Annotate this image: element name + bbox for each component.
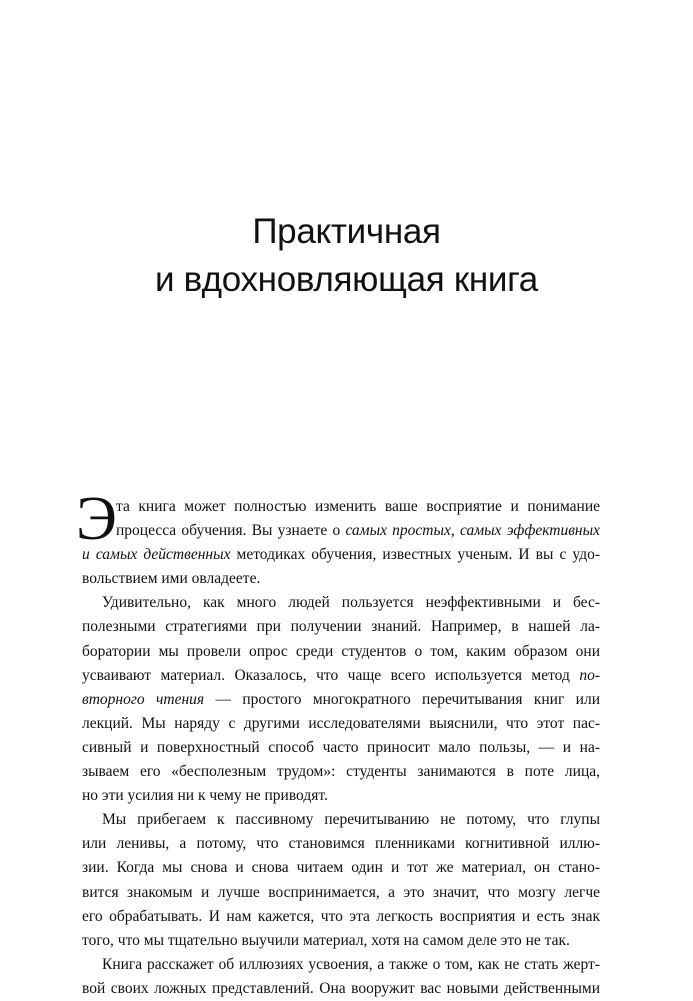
text-line (82, 519, 600, 543)
text-run: полезными стратегиями при получении знаний. Например, в нашей ла- (82, 618, 600, 636)
text-run: или ленивы, а потому, что становимся пленниками когнитивной иллю- (82, 835, 600, 853)
text-run: Мы прибегаем к пассивному перечитыванию не потому, что глупы (102, 811, 600, 829)
text-run: та книга может полностью изменить ваше восприятие и понимание (116, 498, 600, 515)
text-line (82, 784, 600, 808)
text-run: вой своих ложных представлений. Она вооружит вас новыми действенными (82, 979, 600, 997)
text-run: боратории мы провели опрос среди студентов о том, каким образом они (82, 642, 600, 660)
text-line (82, 543, 600, 567)
text-line (82, 832, 600, 856)
chapter-title-line-2: и вдохновляющая книга (155, 260, 538, 299)
drop-cap: Э (76, 485, 117, 553)
italic-emphasis: вторного чтения (82, 690, 205, 708)
text-line (82, 905, 600, 929)
text-run: лекций. Мы наряду с другими исследователями выяснили, что этот пас- (82, 714, 600, 732)
text-line (82, 664, 600, 688)
chapter-title-line-1: Практичная (252, 212, 441, 251)
body-text (76, 485, 600, 1001)
text-line (82, 881, 600, 905)
text-line (82, 640, 600, 664)
text-line (82, 567, 600, 591)
text-line (82, 977, 600, 1001)
text-run: того, что мы тщательно выучили материал, хотя на самом деле это не так. (82, 931, 570, 949)
text-run: методиках обучения, известных ученым. И вы с удо- (230, 546, 600, 564)
text-line (82, 760, 600, 784)
text-line (82, 591, 600, 615)
text-run: вольствием ими овладеете. (82, 570, 261, 588)
text-run: Удивительно, как много людей пользуется неэффективными и бес- (102, 594, 600, 612)
italic-emphasis: самых простых, самых эффективных (345, 522, 600, 540)
text-run: зываем его «бесполезным трудом»: студенты занимаются в поте лица, (82, 763, 600, 781)
text-line (82, 495, 600, 519)
text-run: процесса обучения. Вы узнаете о (116, 522, 346, 540)
text-run: усваивают материал. Оказалось, что чаще всего используется метод (82, 666, 580, 684)
text-line (82, 688, 600, 712)
text-run: — простого многократного перечитывания книг или (204, 690, 600, 708)
text-line (82, 736, 600, 760)
italic-emphasis: по- (579, 666, 600, 684)
chapter-title (0, 208, 693, 304)
text-run: его обрабатывать. И нам кажется, что эта легкость восприятия и есть знак (82, 907, 600, 925)
text-line (82, 808, 600, 832)
italic-emphasis: и самых действенных (82, 546, 231, 564)
text-run: но эти усилия ни к чему не приводят. (82, 787, 328, 805)
text-line (82, 712, 600, 736)
text-run: Книга расскажет об иллюзиях усвоения, а также о том, как не стать жерт- (102, 955, 600, 973)
text-line (82, 953, 600, 977)
text-run: зии. Когда мы снова и снова читаем один и тот же материал, он стано- (82, 859, 600, 877)
text-line (82, 929, 600, 953)
text-line (82, 856, 600, 880)
text-run: вится знакомым и лучше воспринимается, а это значит, что мозгу легче (82, 883, 600, 901)
text-line (82, 615, 600, 639)
text-run: сивный и поверхностный способ часто приносит мало пользы, — и на- (82, 738, 600, 756)
